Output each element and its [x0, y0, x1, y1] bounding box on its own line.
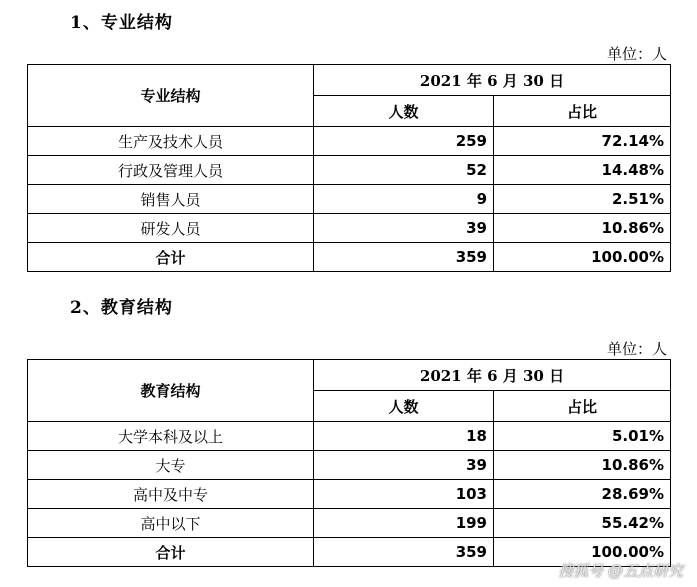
table-row: [28, 156, 671, 185]
row-count: 199: [314, 509, 494, 538]
row-ratio: 55.42%: [494, 509, 671, 538]
row-name: 大专: [28, 451, 314, 480]
table-row: [28, 509, 671, 538]
total-label: 合计: [28, 538, 314, 567]
table-row: [28, 422, 671, 451]
major-structure-table: [27, 64, 671, 272]
row-count: 103: [314, 480, 494, 509]
row-ratio: 72.14%: [494, 127, 671, 156]
header-ratio: 占比: [494, 96, 671, 127]
table-row: [28, 127, 671, 156]
section-title-education: 2、教育结构: [70, 298, 173, 318]
header-count: 人数: [314, 391, 494, 422]
table-header-row: [28, 65, 671, 96]
row-count: 259: [314, 127, 494, 156]
table-row: [28, 451, 671, 480]
row-ratio: 10.86%: [494, 451, 671, 480]
total-ratio: 100.00%: [494, 538, 671, 567]
total-ratio: 100.00%: [494, 243, 671, 272]
row-count: 39: [314, 214, 494, 243]
watermark: 搜狐号 @五点研究: [558, 562, 683, 580]
row-ratio: 14.48%: [494, 156, 671, 185]
row-count: 18: [314, 422, 494, 451]
header-ratio: 占比: [494, 391, 671, 422]
unit-label-education: 单位：人: [606, 340, 667, 358]
row-name: 行政及管理人员: [28, 156, 314, 185]
header-date: 2021 年 6 月 30 日: [314, 360, 671, 391]
row-ratio: 28.69%: [494, 480, 671, 509]
table-header-row: [28, 360, 671, 391]
row-name: 生产及技术人员: [28, 127, 314, 156]
row-name: 研发人员: [28, 214, 314, 243]
unit-label-major: 单位：人: [606, 45, 667, 63]
header-category: 教育结构: [28, 360, 314, 422]
header-category: 专业结构: [28, 65, 314, 127]
row-name: 高中以下: [28, 509, 314, 538]
row-ratio: 10.86%: [494, 214, 671, 243]
row-name: 销售人员: [28, 185, 314, 214]
row-ratio: 2.51%: [494, 185, 671, 214]
table-row: [28, 185, 671, 214]
row-name: 高中及中专: [28, 480, 314, 509]
total-count: 359: [314, 243, 494, 272]
table-row: [28, 214, 671, 243]
row-count: 39: [314, 451, 494, 480]
header-count: 人数: [314, 96, 494, 127]
row-count: 52: [314, 156, 494, 185]
table-total-row: [28, 243, 671, 272]
row-ratio: 5.01%: [494, 422, 671, 451]
section-title-major: 1、专业结构: [70, 13, 173, 33]
header-date: 2021 年 6 月 30 日: [314, 65, 671, 96]
education-structure-table: [27, 359, 671, 567]
total-count: 359: [314, 538, 494, 567]
row-count: 9: [314, 185, 494, 214]
table-row: [28, 480, 671, 509]
total-label: 合计: [28, 243, 314, 272]
row-name: 大学本科及以上: [28, 422, 314, 451]
